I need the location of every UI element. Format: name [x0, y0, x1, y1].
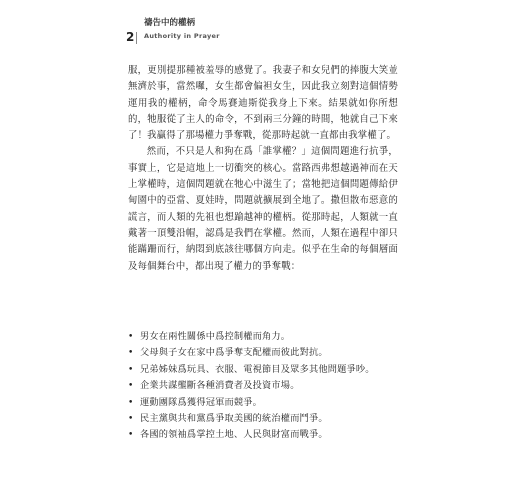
list-item-text: 運動團隊爲獲得冠軍而競爭。	[140, 396, 263, 408]
list-item	[128, 411, 408, 427]
running-header-chinese-title: 禱告中的權柄	[144, 18, 196, 28]
bullet-icon: •	[128, 414, 134, 425]
list-item	[128, 427, 408, 443]
bullet-icon: •	[128, 332, 134, 342]
list-item	[128, 345, 408, 361]
list-item-text: 各國的領袖爲掌控土地、人民與財富而戰爭。	[140, 429, 328, 441]
bullet-icon: •	[128, 397, 134, 408]
page-number: 2	[126, 30, 135, 44]
list-item	[128, 378, 408, 394]
running-header-english-title: Authority in Prayer	[144, 32, 220, 40]
bullet-icon: •	[128, 348, 134, 359]
list-item	[128, 329, 408, 345]
list-item	[128, 362, 408, 378]
body-text	[128, 63, 398, 275]
bullet-icon: •	[128, 381, 134, 392]
list-item-text: 男女在兩性關係中爲控制權而角力。	[140, 331, 291, 342]
list-item-text: 企業共謀壟斷各種消費者及投資市場。	[140, 380, 300, 392]
list-item-text: 兄弟姊妹爲玩具、衣服、電視節目及眾多其他問題爭吵。	[140, 363, 375, 375]
paragraph-continuation: 服，更別提那種被羞辱的感覺了。我妻子和女兒們的捧腹大笑並無濟於事，當然囉，女生都會偏袒女生，因此我立刻對這個情勢運用我的權柄，命令馬賽迪斯從我身上下來。結果就如你所想的，牠服從了主人的命令，不到兩三分鐘的時間，牠就自己下來了！我贏得了那場權力爭奪戰，從那時起就一直都由我掌權了。	[128, 65, 398, 142]
struggle-list	[128, 329, 408, 444]
list-item-text: 父母與子女在家中爲爭奪支配權而彼此對抗。	[140, 347, 328, 359]
list-item-text: 民主黨與共和黨爲爭取美國的統治權而鬥爭。	[140, 413, 328, 425]
bullet-icon: •	[128, 364, 134, 375]
bullet-icon: •	[128, 430, 134, 441]
list-item	[128, 395, 408, 411]
header-divider	[136, 32, 137, 44]
paragraph-power-struggle: 然而，不只是人和狗在爲「誰掌權？」這個問題進行抗爭，事實上，它是這地上一切衝突的核心。當路西弗想越過神而在天上掌權時，這個問題就在牠心中滋生了；當牠把這個問題傳給伊甸園中的亞當、夏娃時，問題就擴展到全地了。撒但散布惡意的謊言，而人類的先祖也想踰越神的權柄。從那時起，人類就一直戴著一頂雙沿帽，認爲是我們在掌權。然而，人類在過程中卻只能蹣跚而行，納悶到底該往哪個方向走。似乎在生命的每個層面及每個舞台中，都出現了權力的爭奪戰：	[128, 146, 398, 272]
